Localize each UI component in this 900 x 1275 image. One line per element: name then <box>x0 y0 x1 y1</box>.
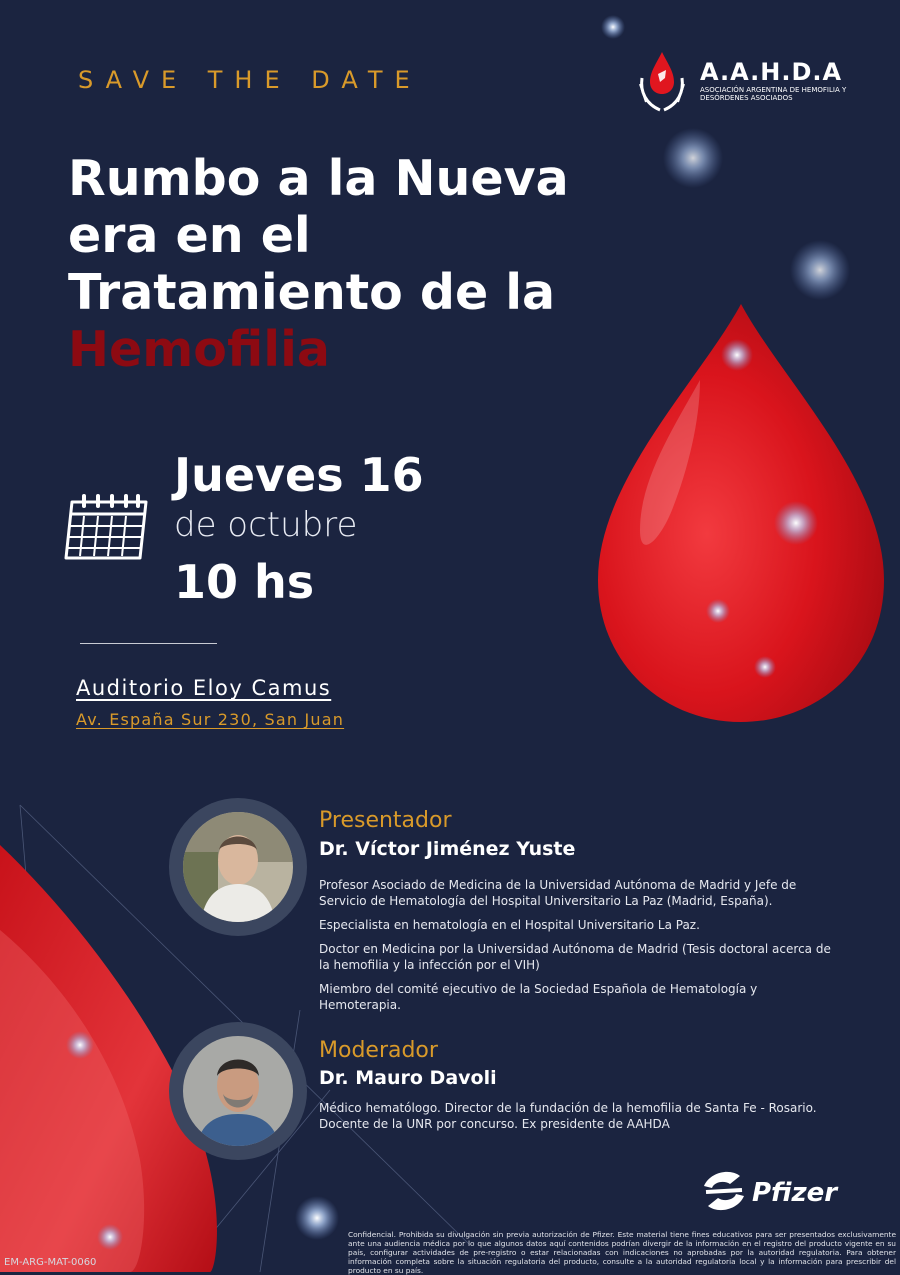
material-code: EM-ARG-MAT-0060 <box>4 1257 97 1268</box>
event-time: 10 hs <box>174 555 315 609</box>
event-month: de octubre <box>174 505 358 545</box>
bio-line: Especialista en hematología en el Hospital Universitario La Paz. <box>319 918 700 932</box>
speaker-name: Dr. Víctor Jiménez Yuste <box>319 838 576 860</box>
avatar-presenter <box>169 798 307 936</box>
event-title <box>68 150 628 378</box>
divider <box>80 643 217 644</box>
legal-disclaimer: Confidencial. Prohibida su divulgación sin previa autorización de Pfizer. Este material tiene fines educativos para ser presentados exclusivamente ante una audiencia médica por lo que algunos datos aquí contenidos podrían divergir de la información en el registro del producto vigente en su país, configurar actividades de pre-registro o estar relacionadas con indicaciones no aprobadas por la autoridad regulatoria. Para obtener información completa sobre la situación regulatoria del producto, consulte a la autoridad regulatoria local y la información para prescribir del producto en su país. <box>348 1230 896 1275</box>
title-line-3: Tratamiento de la <box>68 264 556 321</box>
sponsor-name: Pfizer <box>752 1178 838 1208</box>
speaker-role: Moderador <box>319 1038 438 1063</box>
title-line-2: era en el <box>68 207 311 264</box>
logo-acronym: A.A.H.D.A <box>700 58 843 86</box>
address-link[interactable]: Av. España Sur 230, San Juan <box>76 710 345 729</box>
bio-line: Profesor Asociado de Medicina de la Universidad Autónoma de Madrid y Jefe de Servicio de Hematología del Hospital Universitario La Paz (Madrid, España). <box>319 878 797 908</box>
pfizer-logo-icon <box>700 1166 748 1216</box>
speaker-bio <box>319 877 839 1021</box>
title-highlight: Hemofilia <box>68 321 330 378</box>
moderator-photo <box>183 1036 293 1146</box>
logo-subtitle: ASOCIACIÓN ARGENTINA DE HEMOFILIA Y DESÓRDENES ASOCIADOS <box>700 86 847 102</box>
speaker-name: Dr. Mauro Davoli <box>319 1067 497 1089</box>
event-day: Jueves 16 <box>174 448 424 502</box>
blood-drop-hands-icon <box>636 48 688 114</box>
save-the-date-label: SAVE THE DATE <box>78 66 422 94</box>
speaker-role: Presentador <box>319 808 452 833</box>
bio-line: Miembro del comité ejecutivo de la Sociedad Española de Hematología y Hemoterapia. <box>319 982 758 1012</box>
bio-line: Médico hematólogo. Director de la fundación de la hemofilia de Santa Fe - Rosario. Docente de la UNR por concurso. Ex presidente de AAHDA <box>319 1101 817 1131</box>
title-line-1: Rumbo a la Nueva <box>68 150 569 207</box>
bio-line: Doctor en Medicina por la Universidad Autónoma de Madrid (Tesis doctoral acerca de la hemofilia y la infección por el VIH) <box>319 942 831 972</box>
venue-link[interactable]: Auditorio Eloy Camus <box>76 676 332 700</box>
calendar-icon <box>62 490 152 564</box>
avatar-moderator <box>169 1022 307 1160</box>
speaker-bio <box>319 1100 839 1140</box>
presenter-photo <box>183 812 293 922</box>
